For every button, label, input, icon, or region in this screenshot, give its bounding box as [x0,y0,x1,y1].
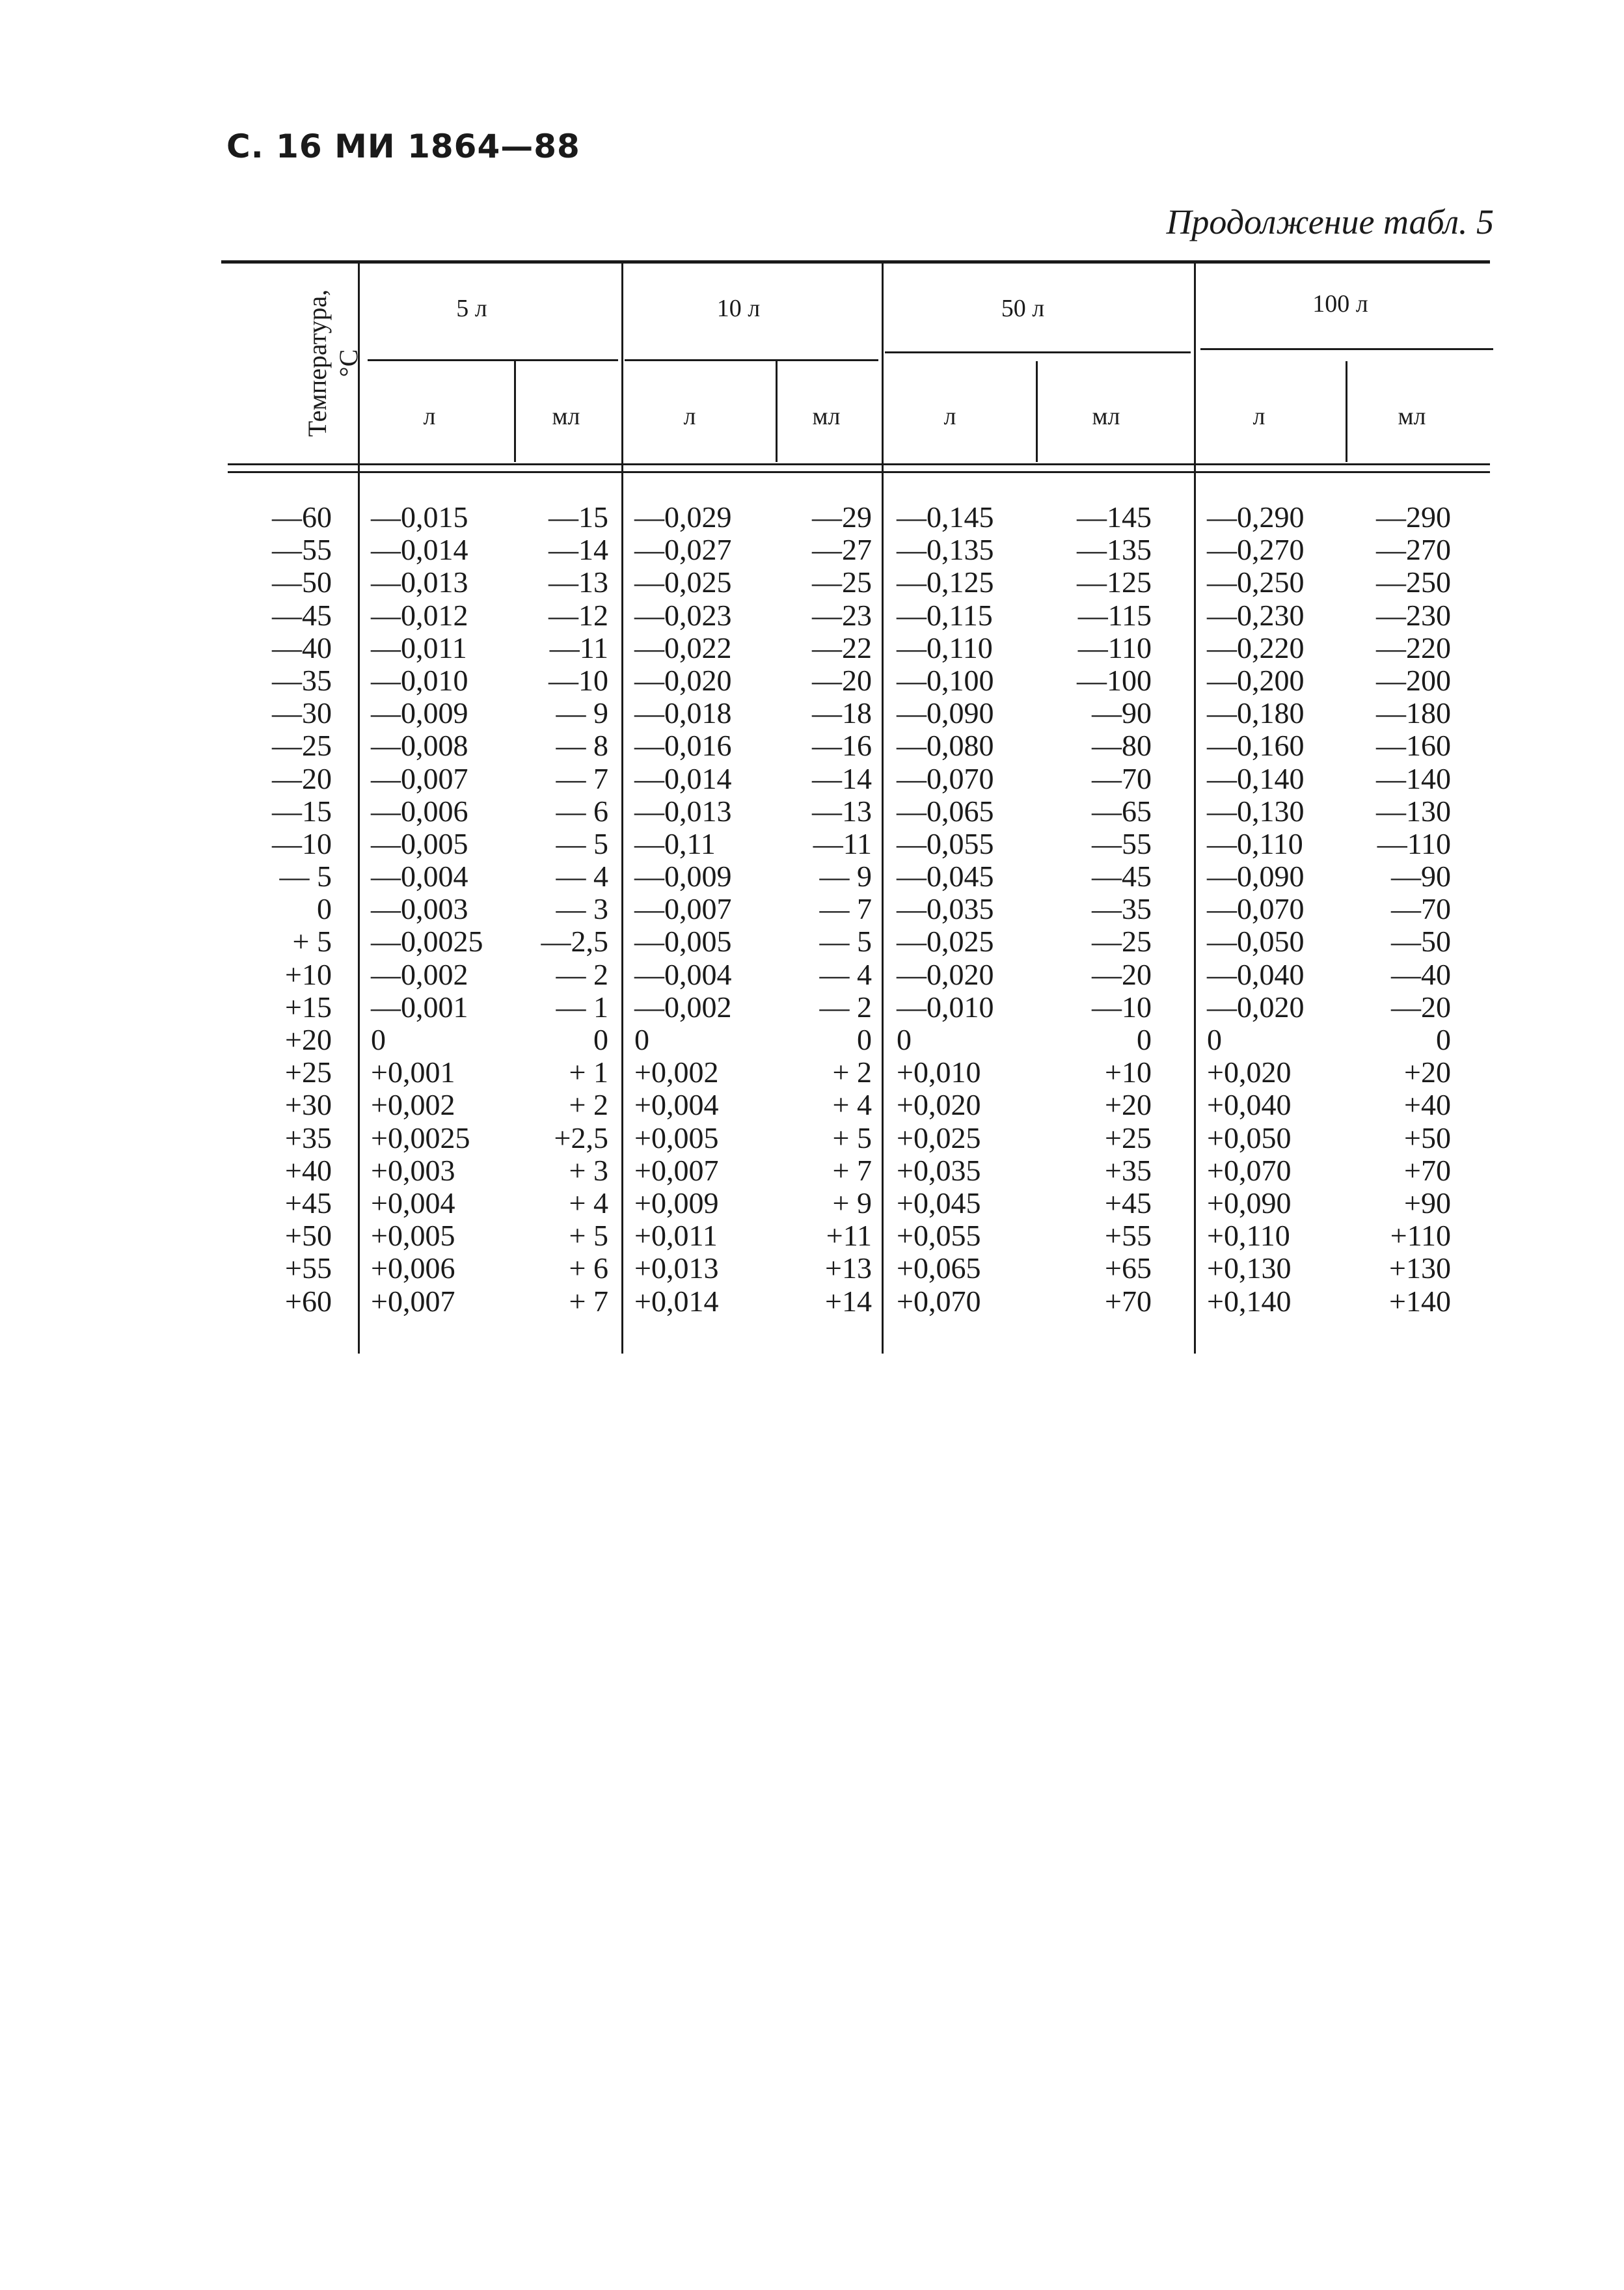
table-cell: —16 [812,729,872,763]
table-cell: —25 [812,566,872,599]
table-cell: — 1 [556,990,608,1024]
table-cell: —0,125 [897,566,994,599]
column-divider [1036,361,1038,462]
table-cell: —18 [812,696,872,730]
table-cell: —160 [1376,729,1451,763]
table-cell: —0,180 [1207,696,1305,730]
table-cell: —0,290 [1207,500,1305,534]
unit-header: мл [1092,403,1120,430]
table-cell: —0,110 [897,631,993,664]
table-cell: +0,004 [634,1088,719,1122]
temperature-cell: +45 [285,1186,332,1220]
table-cell: —0,135 [897,533,994,567]
table-cell: +40 [1404,1088,1451,1122]
table-cell: —50 [1391,925,1451,959]
volume-header-100l: 100 л [1312,290,1368,318]
table-cell: +0,0025 [371,1121,470,1154]
table-cell: —0,065 [897,794,994,828]
table-cell: +0,007 [634,1153,719,1187]
temperature-cell: —50 [272,566,332,599]
volume-header-rule [1200,348,1493,350]
table-cell: —0,009 [634,860,732,893]
unit-header: мл [552,403,580,430]
table-header-rule [228,463,1490,465]
table-cell: —0,003 [371,892,468,926]
column-divider [776,361,778,462]
temperature-cell: +15 [285,990,332,1024]
table-cell: +0,005 [634,1121,719,1154]
table-cell: +50 [1404,1121,1451,1154]
table-cell: —0,200 [1207,663,1305,697]
table-cell: —13 [812,794,872,828]
table-cell: + 2 [832,1056,872,1089]
table-row [0,1187,1624,1220]
table-cell: +2,5 [554,1121,608,1154]
table-cell: +0,140 [1207,1284,1292,1318]
table-cell: +0,130 [1207,1251,1292,1285]
table-cell: +0,007 [371,1284,455,1318]
table-cell: —13 [548,566,608,599]
table-cell: 0 [897,1023,912,1056]
table-row [0,632,1624,664]
temperature-cell: +40 [285,1153,332,1187]
unit-header: мл [812,403,841,430]
table-cell: —130 [1376,794,1451,828]
table-cell: — 9 [819,860,872,893]
table-cell: —230 [1376,598,1451,632]
table-cell: —15 [548,500,608,534]
temperature-cell: —35 [272,663,332,697]
unit-header: мл [1398,403,1426,430]
table-cell: —0,004 [634,957,732,991]
table-cell: —0,100 [897,663,994,697]
table-cell: —220 [1376,631,1451,664]
table-row [0,1122,1624,1154]
table-cell: —110 [1077,631,1152,664]
temperature-cell: —15 [272,794,332,828]
table-cell: —0,012 [371,598,468,632]
table-cell: —145 [1077,500,1152,534]
temperature-cell: +10 [285,957,332,991]
table-cell: 0 [634,1023,649,1056]
temperature-header [302,290,364,437]
table-cell: — 8 [556,729,608,763]
table-cell: —0,020 [634,663,732,697]
table-cell: —0,010 [371,663,468,697]
table-row [0,959,1624,991]
table-cell: +0,025 [897,1121,981,1154]
table-cell: +0,003 [371,1153,455,1187]
table-cell: +0,090 [1207,1186,1292,1220]
table-cell: —0,035 [897,892,994,926]
table-row [0,534,1624,566]
table-cell: +110 [1390,1219,1451,1253]
table-cell: +0,009 [634,1186,719,1220]
table-cell: —0,115 [897,598,993,632]
temperature-cell: + 5 [292,925,332,959]
temperature-cell: —60 [272,500,332,534]
volume-header-50l: 50 л [1001,295,1045,322]
table-cell: —0,160 [1207,729,1305,763]
table-cell: —0,023 [634,598,732,632]
table-cell: —0,022 [634,631,732,664]
table-cell: —0,002 [634,990,732,1024]
table-cell: +45 [1105,1186,1152,1220]
temperature-cell: +50 [285,1219,332,1253]
table-cell: —90 [1092,696,1152,730]
volume-header-10l: 10 л [716,295,761,322]
table-cell: + 1 [569,1056,608,1089]
table-cell: — 2 [556,957,608,991]
temperature-cell: +55 [285,1251,332,1285]
table-row [0,925,1624,958]
table-cell: — 7 [556,761,608,795]
table-cell: + 7 [832,1153,872,1187]
table-row [0,599,1624,632]
table-cell: —0,11 [634,826,716,860]
table-cell: — 7 [819,892,872,926]
table-cell: —25 [1092,925,1152,959]
table-cell: + 5 [832,1121,872,1154]
table-cell: —270 [1376,533,1451,567]
table-cell: —0,070 [1207,892,1305,926]
table-row [0,566,1624,599]
table-cell: —200 [1376,663,1451,697]
page-header: С. 16 МИ 1864—88 [226,128,580,165]
temperature-cell: —20 [272,761,332,795]
table-cell: —0,145 [897,500,994,534]
table-cell: —0,050 [1207,925,1305,959]
table-cell: —90 [1391,860,1451,893]
table-cell: +0,004 [371,1186,455,1220]
table-cell: +0,013 [634,1251,719,1285]
table-cell: +14 [825,1284,872,1318]
table-cell: +0,020 [897,1088,981,1122]
table-cell: +10 [1105,1056,1152,1089]
table-row [0,729,1624,762]
temperature-cell: —40 [272,631,332,664]
table-cell: +0,006 [371,1251,455,1285]
table-cell: 0 [1436,1023,1451,1056]
table-cell: + 2 [569,1088,608,1122]
temperature-cell: —55 [272,533,332,567]
table-cell: —110 [1377,826,1451,860]
table-cell: —0,055 [897,826,994,860]
table-cell: —0,270 [1207,533,1305,567]
table-cell: —250 [1376,566,1451,599]
table-cell: —0,002 [371,957,468,991]
table-cell: — 9 [556,696,608,730]
table-cell: —70 [1092,761,1152,795]
table-row [0,1056,1624,1089]
unit-header: л [683,403,696,430]
table-header-rule [228,471,1490,473]
table-cell: —0,130 [1207,794,1305,828]
table-cell: +20 [1404,1056,1451,1089]
table-cell: —14 [812,761,872,795]
volume-header-rule [625,359,878,361]
table-cell: —12 [548,598,608,632]
table-cell: —0,014 [634,761,732,795]
table-cell: —11 [549,631,608,664]
table-cell: +25 [1105,1121,1152,1154]
table-cell: + 6 [569,1251,608,1285]
column-divider [1346,361,1347,462]
table-cell: —65 [1092,794,1152,828]
table-cell: 0 [593,1023,608,1056]
table-cell: — 5 [819,925,872,959]
table-cell: —0,070 [897,761,994,795]
temperature-cell: +60 [285,1284,332,1318]
table-cell: +65 [1105,1251,1152,1285]
temperature-cell: +20 [285,1023,332,1056]
table-cell: —40 [1391,957,1451,991]
table-cell: +20 [1105,1088,1152,1122]
temperature-cell: —10 [272,826,332,860]
table-cell: + 4 [832,1088,872,1122]
table-cell: +0,070 [1207,1153,1292,1187]
table-cell: +0,040 [1207,1088,1292,1122]
table-cell: —35 [1092,892,1152,926]
table-cell: —0,230 [1207,598,1305,632]
table-cell: —23 [812,598,872,632]
table-cell: +130 [1389,1251,1451,1285]
table-row [0,991,1624,1024]
table-cell: —0,001 [371,990,468,1024]
table-cell: —0,005 [371,826,468,860]
table-cell: —14 [548,533,608,567]
table-cell: —80 [1092,729,1152,763]
temperature-header-unit: °С [334,349,363,377]
table-cell: —0,011 [371,631,467,664]
temperature-header-label: Температура, [303,289,332,437]
table-cell: —22 [812,631,872,664]
table-cell: —0,008 [371,729,468,763]
table-cell: —10 [548,663,608,697]
table-row [0,501,1624,534]
temperature-cell: +30 [285,1088,332,1122]
table-cell: +35 [1105,1153,1152,1187]
temperature-cell: +25 [285,1056,332,1089]
table-row [0,795,1624,828]
table-cell: — 4 [819,957,872,991]
table-cell: —140 [1376,761,1451,795]
table-cell: —45 [1092,860,1152,893]
table-cell: —0,020 [897,957,994,991]
table-cell: —11 [813,826,872,860]
table-cell: —0,005 [634,925,732,959]
table-cell: —0,007 [371,761,468,795]
table-cell: —0,250 [1207,566,1305,599]
table-cell: +0,065 [897,1251,981,1285]
table-cell: —0,018 [634,696,732,730]
table-row [0,893,1624,925]
table-cell: — 6 [556,794,608,828]
table-cell: 0 [371,1023,386,1056]
table-cell: +0,055 [897,1219,981,1253]
table-cell: +0,002 [634,1056,719,1089]
temperature-cell: — 5 [279,860,332,893]
table-cell: + 5 [569,1219,608,1253]
table-cell: +11 [826,1219,872,1253]
volume-header-rule [885,351,1191,353]
unit-header: л [1252,403,1265,430]
table-cell: —180 [1376,696,1451,730]
table-row [0,1252,1624,1285]
table-cell: +90 [1404,1186,1451,1220]
table-cell: —135 [1077,533,1152,567]
table-cell: +0,002 [371,1088,455,1122]
table-cell: —2,5 [541,925,608,959]
table-row [0,828,1624,860]
table-row [0,664,1624,697]
table-cell: +0,010 [897,1056,981,1089]
temperature-cell: —45 [272,598,332,632]
table-cell: + 7 [569,1284,608,1318]
table-cell: —0,027 [634,533,732,567]
table-cell: —0,010 [897,990,994,1024]
table-cell: +140 [1389,1284,1451,1318]
table-row [0,697,1624,729]
table-row [0,1154,1624,1187]
table-cell: —0,0025 [371,925,483,959]
table-cell: 0 [1137,1023,1152,1056]
table-cell: —0,013 [634,794,732,828]
table-cell: —0,090 [897,696,994,730]
table-cell: + 3 [569,1153,608,1187]
table-cell: —0,090 [1207,860,1305,893]
table-cell: —0,029 [634,500,732,534]
table-cell: —0,140 [1207,761,1305,795]
table-cell: —0,014 [371,533,468,567]
table-cell: +0,014 [634,1284,719,1318]
table-cell: +13 [825,1251,872,1285]
table-cell: +55 [1105,1219,1152,1253]
temperature-cell: 0 [317,892,332,926]
table-cell: — 3 [556,892,608,926]
table-cell: +0,011 [634,1219,718,1253]
volume-header-5l: 5 л [456,295,487,322]
table-cell: — 5 [556,826,608,860]
unit-header: л [423,403,436,430]
table-cell: — 2 [819,990,872,1024]
table-cell: —100 [1077,663,1152,697]
table-row [0,860,1624,893]
table-cell: —0,007 [634,892,732,926]
table-cell: —0,009 [371,696,468,730]
table-row [0,1024,1624,1056]
table-cell: —0,025 [634,566,732,599]
table-cell: —0,045 [897,860,994,893]
table-cell: +0,050 [1207,1121,1292,1154]
table-cell: +0,035 [897,1153,981,1187]
table-cell: —0,080 [897,729,994,763]
table-cell: +0,001 [371,1056,455,1089]
table-row [0,1089,1624,1121]
table-cell: —0,004 [371,860,468,893]
table-cell: +0,020 [1207,1056,1292,1089]
table-row [0,1220,1624,1252]
table-cell: —290 [1376,500,1451,534]
table-cell: —20 [812,663,872,697]
temperature-cell: —25 [272,729,332,763]
table-cell: +70 [1105,1284,1152,1318]
table-cell: —27 [812,533,872,567]
table-cell: —0,015 [371,500,468,534]
table-cell: +0,045 [897,1186,981,1220]
unit-header: л [943,403,956,430]
table-cell: +70 [1404,1153,1451,1187]
table-top-rule [221,260,1490,264]
table-row [0,763,1624,795]
volume-header-rule [368,359,618,361]
column-divider [514,361,516,462]
table-cell: —0,013 [371,566,468,599]
table-row [0,1285,1624,1318]
table-cell: —10 [1092,990,1152,1024]
table-cell: —0,040 [1207,957,1305,991]
table-cell: —0,025 [897,925,994,959]
table-cell: +0,005 [371,1219,455,1253]
table-cell: + 4 [569,1186,608,1220]
table-body [0,501,1624,1318]
table-cell: —0,220 [1207,631,1305,664]
table-cell: —0,020 [1207,990,1305,1024]
table-cell: — 4 [556,860,608,893]
table-cell: + 9 [832,1186,872,1220]
table-cell: —20 [1092,957,1152,991]
table-cell: —29 [812,500,872,534]
table-cell: —0,016 [634,729,732,763]
table-cell: —55 [1092,826,1152,860]
table-cell: —125 [1077,566,1152,599]
table-cell: —0,110 [1207,826,1303,860]
table-cell: —70 [1391,892,1451,926]
table-cell: —20 [1391,990,1451,1024]
table-caption: Продолжение табл. 5 [1166,202,1494,241]
temperature-cell: +35 [285,1121,332,1154]
table-cell: 0 [857,1023,872,1056]
table-cell: +0,110 [1207,1219,1290,1253]
table-cell: —115 [1077,598,1152,632]
table-cell: —0,006 [371,794,468,828]
table-cell: +0,070 [897,1284,981,1318]
table-cell: 0 [1207,1023,1222,1056]
temperature-cell: —30 [272,696,332,730]
